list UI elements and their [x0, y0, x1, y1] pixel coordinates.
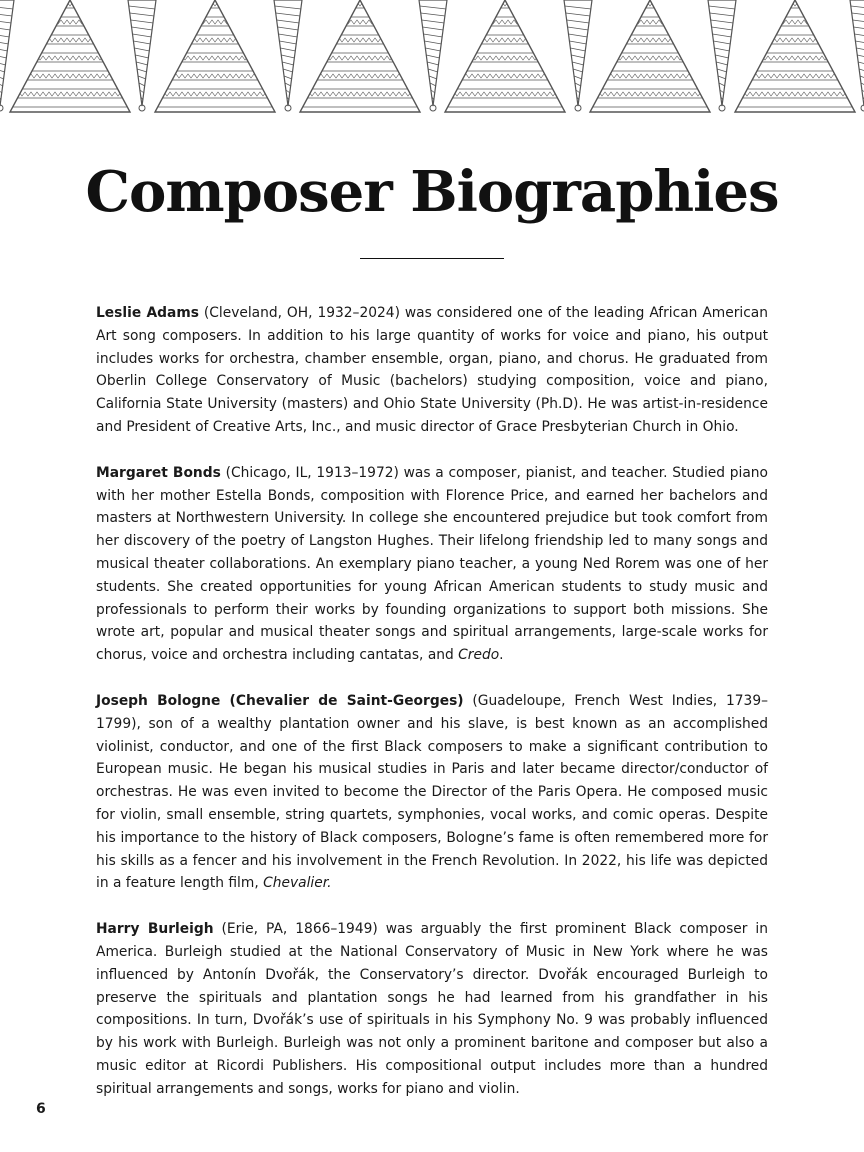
pattern-inverted-triangle-icon	[564, 0, 592, 111]
bio-text: (Erie, PA, 1866–1949) was arguably the first prominent Black composer in America. Burleigh studied at the National Conservatory of Music in New York where he was influenced by Antonín Dvořák, the Conservatory’s director. Dvořák encouraged Burleigh to preserve the spirituals and plantation songs he had learned from his grandfather in his compositions. In turn, Dvořák’s use of spirituals in his Symphony No. 9 was probably influenced by his work with Burleigh. Burleigh was not only a prominent baritone and composer but also a music editor at Ricordi Publishers. His compositional output includes more than a hundred spiritual arrangements and songs, works for piano and violin.	[96, 921, 768, 1097]
composer-name: Leslie Adams	[96, 305, 199, 321]
pattern-triangle-icon	[155, 0, 275, 112]
bio-joseph-bologne	[96, 690, 768, 895]
composer-name: Margaret Bonds	[96, 464, 221, 481]
pattern-triangle-icon	[300, 0, 420, 112]
pattern-triangle-icon	[735, 0, 855, 112]
pattern-triangle-icon	[590, 0, 710, 112]
bio-text: (Cleveland, OH, 1932–2024) was considered one of the leading African American Art song composers. In addition to his large quantity of works for voice and piano, his output includes works for orchestra, chamber ensemble, organ, piano, and chorus. He graduated from Oberlin College Conservatory of Music (bachelors) studying composition, voice and piano, California State University (masters) and Ohio State University (Ph.D). He was artist-in-residence and President of Creative Arts, Inc., and music director of Grace Presbyterian Church in Ohio.	[96, 305, 768, 435]
composer-name: Harry Burleigh	[96, 921, 214, 938]
pattern-inverted-triangle-icon	[0, 0, 14, 111]
page-title: Composer Biographies	[85, 159, 779, 225]
bio-margaret-bonds	[96, 462, 768, 667]
bio-harry-burleigh	[96, 918, 768, 1100]
pattern-inverted-triangle-icon	[850, 0, 864, 111]
decorative-pattern-banner	[0, 0, 864, 116]
bio-text-end: .	[499, 647, 504, 664]
pattern-inverted-triangle-icon	[708, 0, 736, 111]
bio-leslie-adams	[96, 302, 768, 439]
pattern-inverted-triangle-icon	[128, 0, 156, 111]
biography-list	[96, 302, 768, 1124]
work-title: Credo	[458, 647, 500, 664]
title-divider	[360, 258, 504, 259]
work-title: Chevalier.	[263, 875, 332, 892]
pattern-inverted-triangle-icon	[419, 0, 447, 111]
pattern-triangle-icon	[445, 0, 565, 112]
bio-text: (Chicago, IL, 1913–1972) was a composer, pianist, and teacher. Studied piano with her mother Estella Bonds, composition with Florence Price, and earned her bachelors and masters at Northwestern University. In college she encountered prejudice but took comfort from her discovery of the poetry of Langston Hughes. Their lifelong friendship led to many songs and musical theater collaborations. An exemplary piano teacher, a young Ned Rorem was one of her students. She created opportunities for young African American students to study music and professionals to perform their works by founding organizations to support both missions. She wrote art, popular and musical theater songs and spiritual arrangements, large-scale works for chorus, voice and orchestra including cantatas, and	[96, 464, 768, 664]
pattern-triangle-icon	[10, 0, 130, 112]
bio-text: (Guadeloupe, French West Indies, 1739–1799), son of a wealthy plantation owner and his slave, is best known as an accomplished violinist, conductor, and one of the first Black composers to make a significant contribution to European music. He began his musical studies in Paris and later became director/conductor of orchestras. He was even invited to become the Director of the Paris Opera. He composed music for violin, small ensemble, string quartets, symphonies, vocal works, and comic operas. Despite his importance to the history of Black composers, Bologne’s fame is often remembered more for his skills as a fencer and his involvement in the French Revolution. In 2022, his life was depicted in a feature length film,	[96, 692, 768, 892]
page-number: 6	[36, 1101, 46, 1117]
pattern-inverted-triangle-icon	[274, 0, 302, 111]
composer-name: Joseph Bologne (Chevalier de Saint-Georges)	[96, 692, 464, 709]
